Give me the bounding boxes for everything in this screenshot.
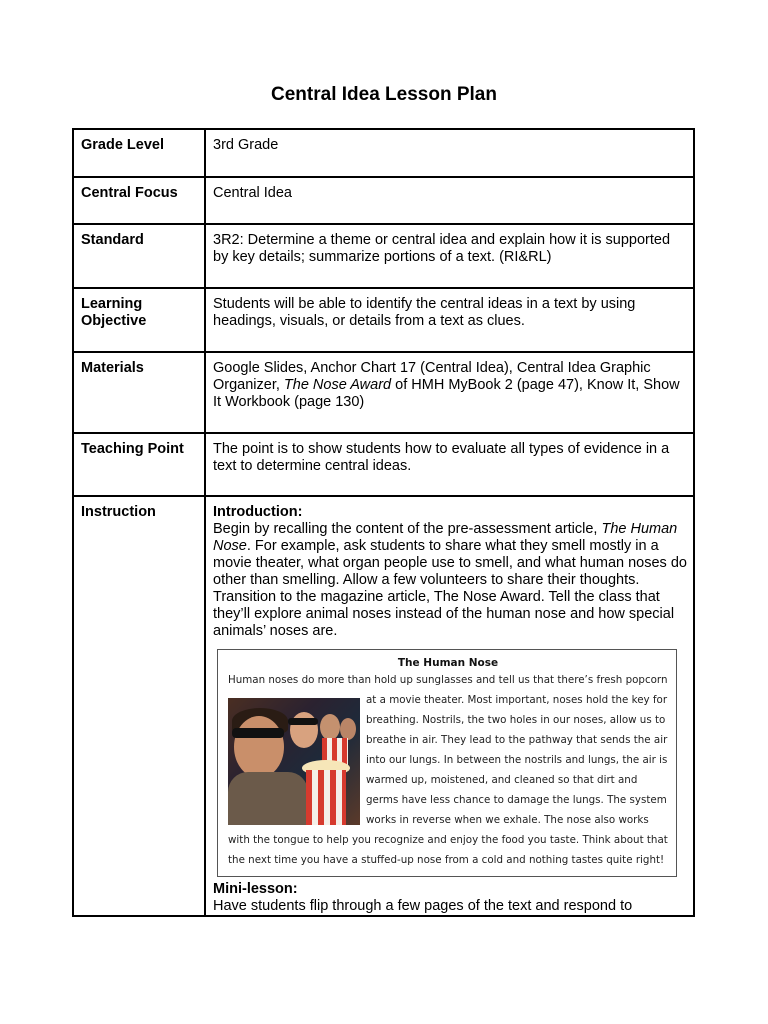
intro-article-title: The Human Nose [213, 521, 678, 554]
article-first-line: Human noses do more than hold up sunglasses and tell us that there’s fresh popcorn [228, 674, 668, 686]
row-label: Central Focus [73, 177, 205, 224]
mini-lesson-heading: Mini-lesson: [213, 881, 298, 897]
article-body: at a movie theater. Most important, noses hold the key for breathing. Nostrils, the two holes in our noses, allow us to breathe in air. They lead to the pathway that sends the air into our lungs. In between the nostrils and lungs, the air is warmed up, moistened, and cleaned so that dirt and germs have less chance to damage the lungs. The system works in reverse when we exhale. The nose also works with the tongue to help you recognize and enjoy the food you taste. Think about that the next time you have a stuffed-up nose from a cold and nothing tastes quite right! [228, 694, 668, 866]
page-title: Central Idea Lesson Plan [271, 84, 497, 105]
row-value: Central Idea [205, 177, 694, 224]
row-label: Learning Objective [73, 288, 205, 352]
row-value [205, 496, 694, 916]
intro-text-rest: . For example, ask students to share what they smell mostly in a movie theater, what organ people use to smell, and what human noses do other than smelling. Allow a few volunteers to share their thoughts. Transition to the magazine article, The Nose Award. Tell the class that they’ll explore animal noses instead of the human nose and how special animals’ noses are. [213, 538, 687, 639]
row-value: The point is to show students how to evaluate all types of evidence in a text to determine central ideas. [205, 433, 694, 496]
table-row [73, 352, 694, 433]
table-row [73, 177, 694, 224]
table-row [73, 224, 694, 288]
materials-book-title: The Nose Award [283, 377, 392, 393]
row-label: Grade Level [73, 129, 205, 177]
table-row [73, 496, 694, 916]
row-label: Standard [73, 224, 205, 288]
table-row [73, 288, 694, 352]
introduction-heading: Introduction: [213, 504, 303, 520]
row-value [205, 352, 694, 433]
materials-text: Google Slides, Anchor Chart 17 (Central Idea), Central Idea Graphic Organizer, [213, 360, 651, 393]
row-value: 3R2: Determine a theme or central idea and explain how it is supported by key details; summarize portions of a text. (RI&RL) [205, 224, 694, 288]
introduction-text [213, 521, 687, 640]
row-value: 3rd Grade [205, 129, 694, 177]
row-label: Teaching Point [73, 433, 205, 496]
table-row [73, 433, 694, 496]
lesson-plan-table [72, 128, 695, 917]
row-value: Students will be able to identify the central ideas in a text by using headings, visuals, or details from a text as clues. [205, 288, 694, 352]
row-label: Materials [73, 352, 205, 433]
table-row [73, 129, 694, 177]
materials-text-rest: of HMH MyBook 2 (page 47), Know It, Show It Workbook (page 130) [213, 377, 680, 410]
article-title: The Human Nose [397, 657, 499, 669]
row-label: Instruction [73, 496, 205, 916]
movie-theater-photo [228, 698, 360, 825]
mini-lesson-text: Have students flip through a few pages of the text and respond to [213, 898, 633, 914]
article-excerpt [217, 649, 677, 877]
intro-text-start: Begin by recalling the content of the pre-assessment article, [213, 521, 602, 537]
